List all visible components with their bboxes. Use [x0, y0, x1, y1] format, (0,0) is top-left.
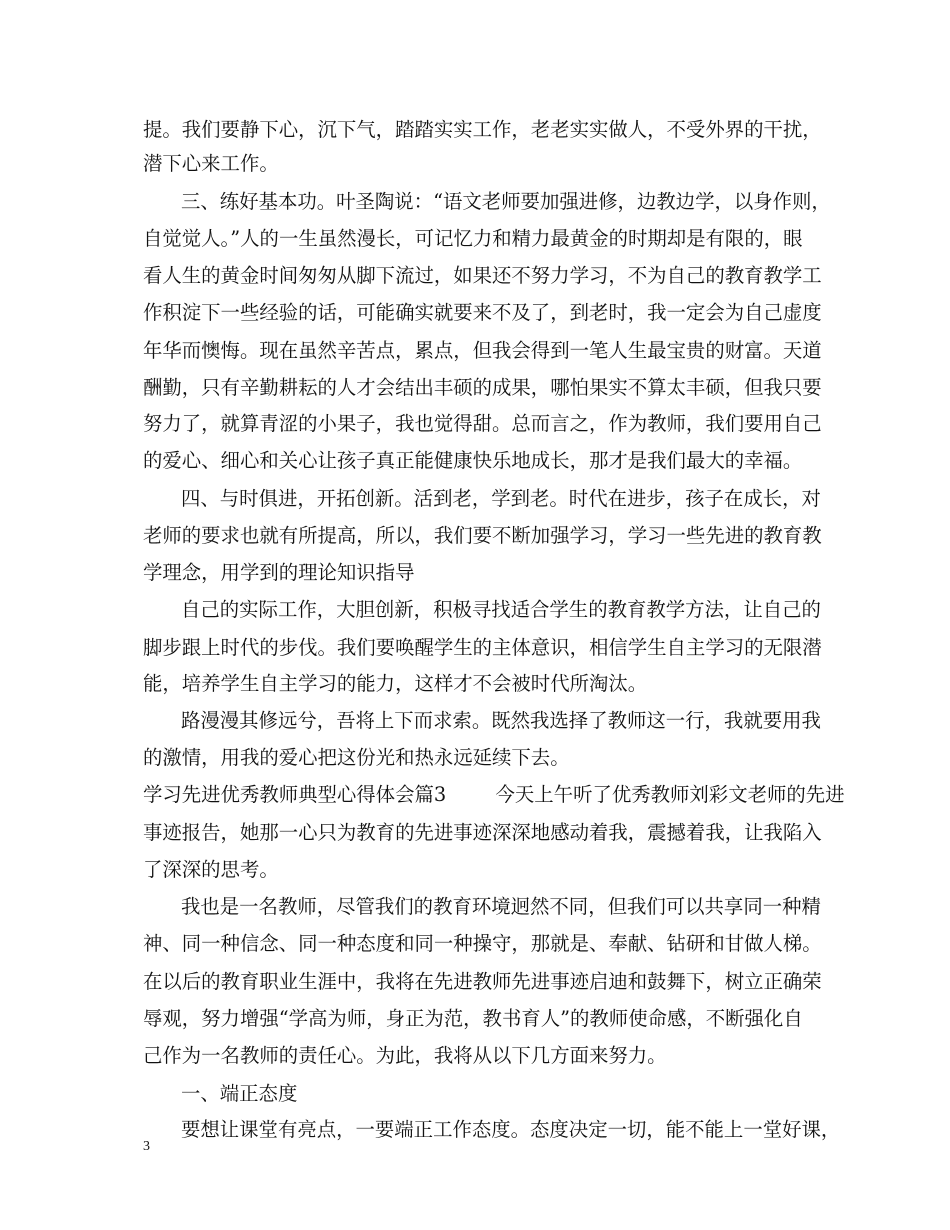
text-line: 我也是一名教师，尽管我们的教育环境迥然不同，但我们可以共享同一种精 — [181, 895, 821, 918]
text-line: 能，培养学生自主学习的能力，这样才不会被时代所淘汰。 — [143, 672, 648, 695]
text-line: 提。我们要静下心，沉下气，踏踏实实工作，老老实实做人，不受外界的干扰， — [143, 118, 822, 141]
text-line: 了深深的思考。 — [143, 858, 279, 881]
text-line: 一、端正态度 — [181, 1082, 298, 1105]
text-line: 四、与时俱进，开拓创新。活到老，学到老。时代在进步，孩子在成长，对 — [181, 487, 821, 510]
text-line: 自觉觉人。”人的一生虽然漫长，可记忆力和精力最黄金的时期却是有限的，眼 — [143, 227, 803, 250]
text-line: 的爱心、细心和关心让孩子真正能健康快乐地成长，那才是我们最大的幸福。 — [143, 449, 803, 472]
text-line: 神、同一种信念、同一种态度和同一种操守，那就是、奉献、钻研和甘做人梯。 — [143, 932, 822, 955]
text-line: 己作为一名教师的责任心。为此，我将从以下几方面来努力。 — [143, 1044, 667, 1067]
text-line: 酬勤，只有辛勤耕耘的人才会结出丰硕的成果，哪怕果实不算太丰硕，但我只要 — [143, 376, 822, 399]
text-line: 潜下心来工作。 — [143, 152, 279, 175]
text-line: 事迹报告，她那一心只为教育的先进事迹深深地感动着我，震撼着我，让我陷入 — [143, 821, 822, 844]
text-line: 三、练好基本功。叶圣陶说：“语文老师要加强进修，边教边学，以身作则， — [181, 190, 831, 213]
text-line: 要想让课堂有亮点，一要端正工作态度。态度决定一切，能不能上一堂好课， — [181, 1118, 841, 1141]
text-line: 辱观，努力增强“学高为师，身正为范，教书育人”的教师使命感，不断强化自 — [143, 1007, 803, 1030]
text-line: 路漫漫其修远兮，吾将上下而求索。既然我选择了教师这一行，我就要用我 — [181, 709, 821, 732]
text-line: 学理念，用学到的理论知识指导 — [143, 561, 415, 584]
text-line: 努力了，就算青涩的小果子，我也觉得甜。总而言之，作为教师，我们要用自己 — [143, 412, 822, 435]
text-line: 看人生的黄金时间匆匆从脚下流过，如果还不努力学习，不为自己的教育教学工 — [143, 264, 822, 287]
page-number: 3 — [143, 1139, 150, 1154]
text-line: 老师的要求也就有所提高，所以，我们要不断加强学习，学习一些先进的教育教 — [143, 524, 822, 547]
text-line: 年华而懊悔。现在虽然辛苦点，累点，但我会得到一笔人生最宝贵的财富。天道 — [143, 339, 822, 362]
text-line: 自己的实际工作，大胆创新，积极寻找适合学生的教育教学方法，让自己的 — [181, 598, 821, 621]
text-line: 学习先进优秀教师典型心得体会篇3 今天上午听了优秀教师刘彩文老师的先进 — [143, 783, 845, 806]
text-line: 的激情，用我的爱心把这份光和热永远延续下去。 — [143, 746, 570, 769]
text-line: 作积淀下一些经验的话，可能确实就要来不及了，到老时，我一定会为自己虚度 — [143, 301, 822, 324]
text-line: 在以后的教育职业生涯中，我将在先进教师先进事迹启迪和鼓舞下，树立正确荣 — [143, 970, 822, 993]
text-line: 脚步跟上时代的步伐。我们要唤醒学生的主体意识，相信学生自主学习的无限潜 — [143, 636, 822, 659]
